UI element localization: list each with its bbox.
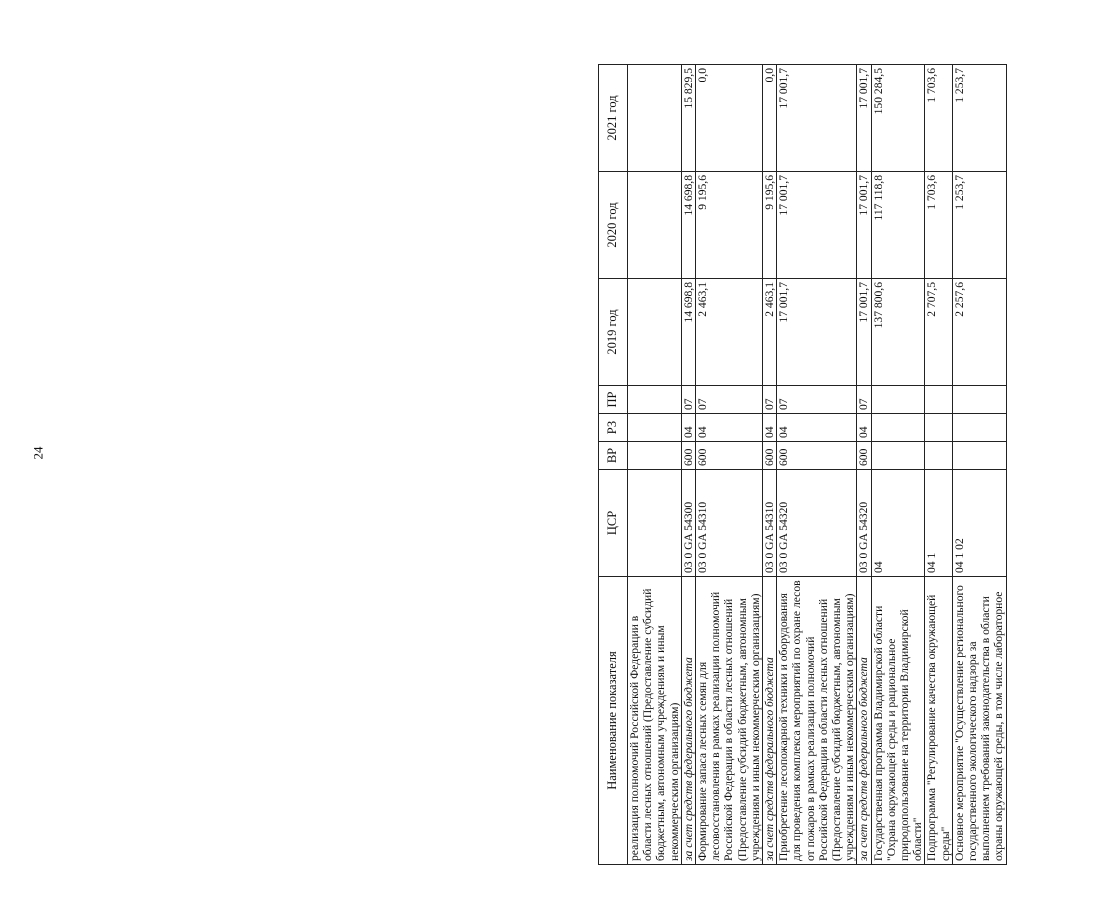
cell-vr bbox=[628, 442, 682, 470]
budget-table bbox=[598, 64, 1007, 865]
cell-2019: 17 001,7 bbox=[857, 279, 871, 386]
cell-name: Приобретение лесопожарной техники и оборудования для проведения комплекса мероприятий по охране лесов от пожаров в рамках реализации полномочий Российской Федерации в области лесных отношений (Предоставление субсидий бюджетным, автономным учреждениям и иным некоммерческим организациям) bbox=[777, 577, 857, 865]
cell-rz: 04 bbox=[696, 414, 763, 442]
rotated-table-container bbox=[598, 65, 1118, 865]
cell-name: за счет средств федерального бюджета bbox=[763, 577, 777, 865]
cell-2021: 150 284,5 bbox=[871, 65, 925, 172]
cell-rz: 04 bbox=[763, 414, 777, 442]
cell-csr: 03 0 GA 54320 bbox=[777, 470, 857, 577]
cell-2019: 2 463,1 bbox=[696, 279, 763, 386]
cell-pr: 07 bbox=[763, 386, 777, 414]
table-row bbox=[681, 65, 695, 865]
cell-vr: 600 bbox=[777, 442, 857, 470]
table-row bbox=[777, 65, 857, 865]
cell-2020: 17 001,7 bbox=[777, 172, 857, 279]
cell-2020: 14 698,8 bbox=[681, 172, 695, 279]
cell-2021: 0,0 bbox=[696, 65, 763, 172]
table-row bbox=[763, 65, 777, 865]
cell-rz bbox=[628, 414, 682, 442]
header-csr: ЦСР bbox=[599, 470, 628, 577]
cell-name: реализация полномочий Российской Федерации в области лесных отношений (Предоставление субсидий бюджетным, автономным учреждениям и иным некоммерческим организациям) bbox=[628, 577, 682, 865]
cell-vr bbox=[952, 442, 1006, 470]
cell-2020: 117 118,8 bbox=[871, 172, 925, 279]
header-2020: 2020 год bbox=[599, 172, 628, 279]
cell-name: Государственная программа Владимирской области "Охрана окружающей среды и рациональное природопользование на территории Владимирской области" bbox=[871, 577, 925, 865]
cell-csr: 03 0 GA 54310 bbox=[696, 470, 763, 577]
cell-2020 bbox=[628, 172, 682, 279]
cell-2021: 17 001,7 bbox=[857, 65, 871, 172]
header-2021: 2021 год bbox=[599, 65, 628, 172]
cell-pr bbox=[952, 386, 1006, 414]
cell-2021: 15 829,5 bbox=[681, 65, 695, 172]
cell-vr bbox=[871, 442, 925, 470]
cell-csr: 04 1 02 bbox=[952, 470, 1006, 577]
header-vr: ВР bbox=[599, 442, 628, 470]
table-row bbox=[857, 65, 871, 865]
header-pr: ПР bbox=[599, 386, 628, 414]
cell-pr: 07 bbox=[777, 386, 857, 414]
cell-2020: 1 253,7 bbox=[952, 172, 1006, 279]
table-row bbox=[952, 65, 1006, 865]
cell-rz: 04 bbox=[777, 414, 857, 442]
cell-rz bbox=[871, 414, 925, 442]
cell-name: Основное мероприятие "Осуществление регионального государственного экологического надзора за выполнением требований законодательства в области охраны окружающей среды, в том числе лабораторное bbox=[952, 577, 1006, 865]
cell-2021: 1 253,7 bbox=[952, 65, 1006, 172]
cell-2019: 14 698,8 bbox=[681, 279, 695, 386]
cell-name: Подпрограмма "Регулирование качества окружающей среды" bbox=[925, 577, 952, 865]
cell-csr: 04 1 bbox=[925, 470, 952, 577]
cell-pr bbox=[871, 386, 925, 414]
cell-vr: 600 bbox=[696, 442, 763, 470]
cell-pr: 07 bbox=[857, 386, 871, 414]
table-body bbox=[628, 65, 1007, 865]
cell-2019: 2 707,5 bbox=[925, 279, 952, 386]
table-row bbox=[696, 65, 763, 865]
cell-pr bbox=[628, 386, 682, 414]
cell-pr: 07 bbox=[681, 386, 695, 414]
header-2019: 2019 год bbox=[599, 279, 628, 386]
table-row bbox=[628, 65, 682, 865]
cell-name: за счет средств федерального бюджета bbox=[857, 577, 871, 865]
cell-pr: 07 bbox=[696, 386, 763, 414]
cell-csr: 03 0 GA 54310 bbox=[763, 470, 777, 577]
cell-2020: 9 195,6 bbox=[763, 172, 777, 279]
cell-2021: 0,0 bbox=[763, 65, 777, 172]
cell-rz: 04 bbox=[681, 414, 695, 442]
cell-vr: 600 bbox=[681, 442, 695, 470]
cell-name: Формирование запаса лесных семян для лесовосстановления в рамках реализации полномочий Российской Федерации в области лесных отношений (Предоставление субсидий бюджетным, автономным учреждениям и иным некоммерческим организациям) bbox=[696, 577, 763, 865]
header-rz: РЗ bbox=[599, 414, 628, 442]
table-row bbox=[925, 65, 952, 865]
cell-csr: 03 0 GA 54300 bbox=[681, 470, 695, 577]
cell-2021: 1 703,6 bbox=[925, 65, 952, 172]
page-number: 24 bbox=[30, 446, 46, 460]
cell-vr: 600 bbox=[857, 442, 871, 470]
cell-csr bbox=[628, 470, 682, 577]
cell-vr bbox=[925, 442, 952, 470]
cell-2021: 17 001,7 bbox=[777, 65, 857, 172]
cell-2019: 17 001,7 bbox=[777, 279, 857, 386]
cell-2020: 17 001,7 bbox=[857, 172, 871, 279]
cell-name: за счет средств федерального бюджета bbox=[681, 577, 695, 865]
cell-2020: 9 195,6 bbox=[696, 172, 763, 279]
cell-pr bbox=[925, 386, 952, 414]
cell-2019 bbox=[628, 279, 682, 386]
cell-2019: 2 257,6 bbox=[952, 279, 1006, 386]
cell-vr: 600 bbox=[763, 442, 777, 470]
cell-csr: 03 0 GA 54320 bbox=[857, 470, 871, 577]
cell-rz bbox=[952, 414, 1006, 442]
cell-rz: 04 bbox=[857, 414, 871, 442]
table-header-row bbox=[599, 65, 628, 865]
header-name: Наименование показателя bbox=[599, 577, 628, 865]
cell-csr: 04 bbox=[871, 470, 925, 577]
cell-2019: 2 463,1 bbox=[763, 279, 777, 386]
cell-rz bbox=[925, 414, 952, 442]
cell-2021 bbox=[628, 65, 682, 172]
table-row bbox=[871, 65, 925, 865]
cell-2020: 1 703,6 bbox=[925, 172, 952, 279]
cell-2019: 137 800,6 bbox=[871, 279, 925, 386]
